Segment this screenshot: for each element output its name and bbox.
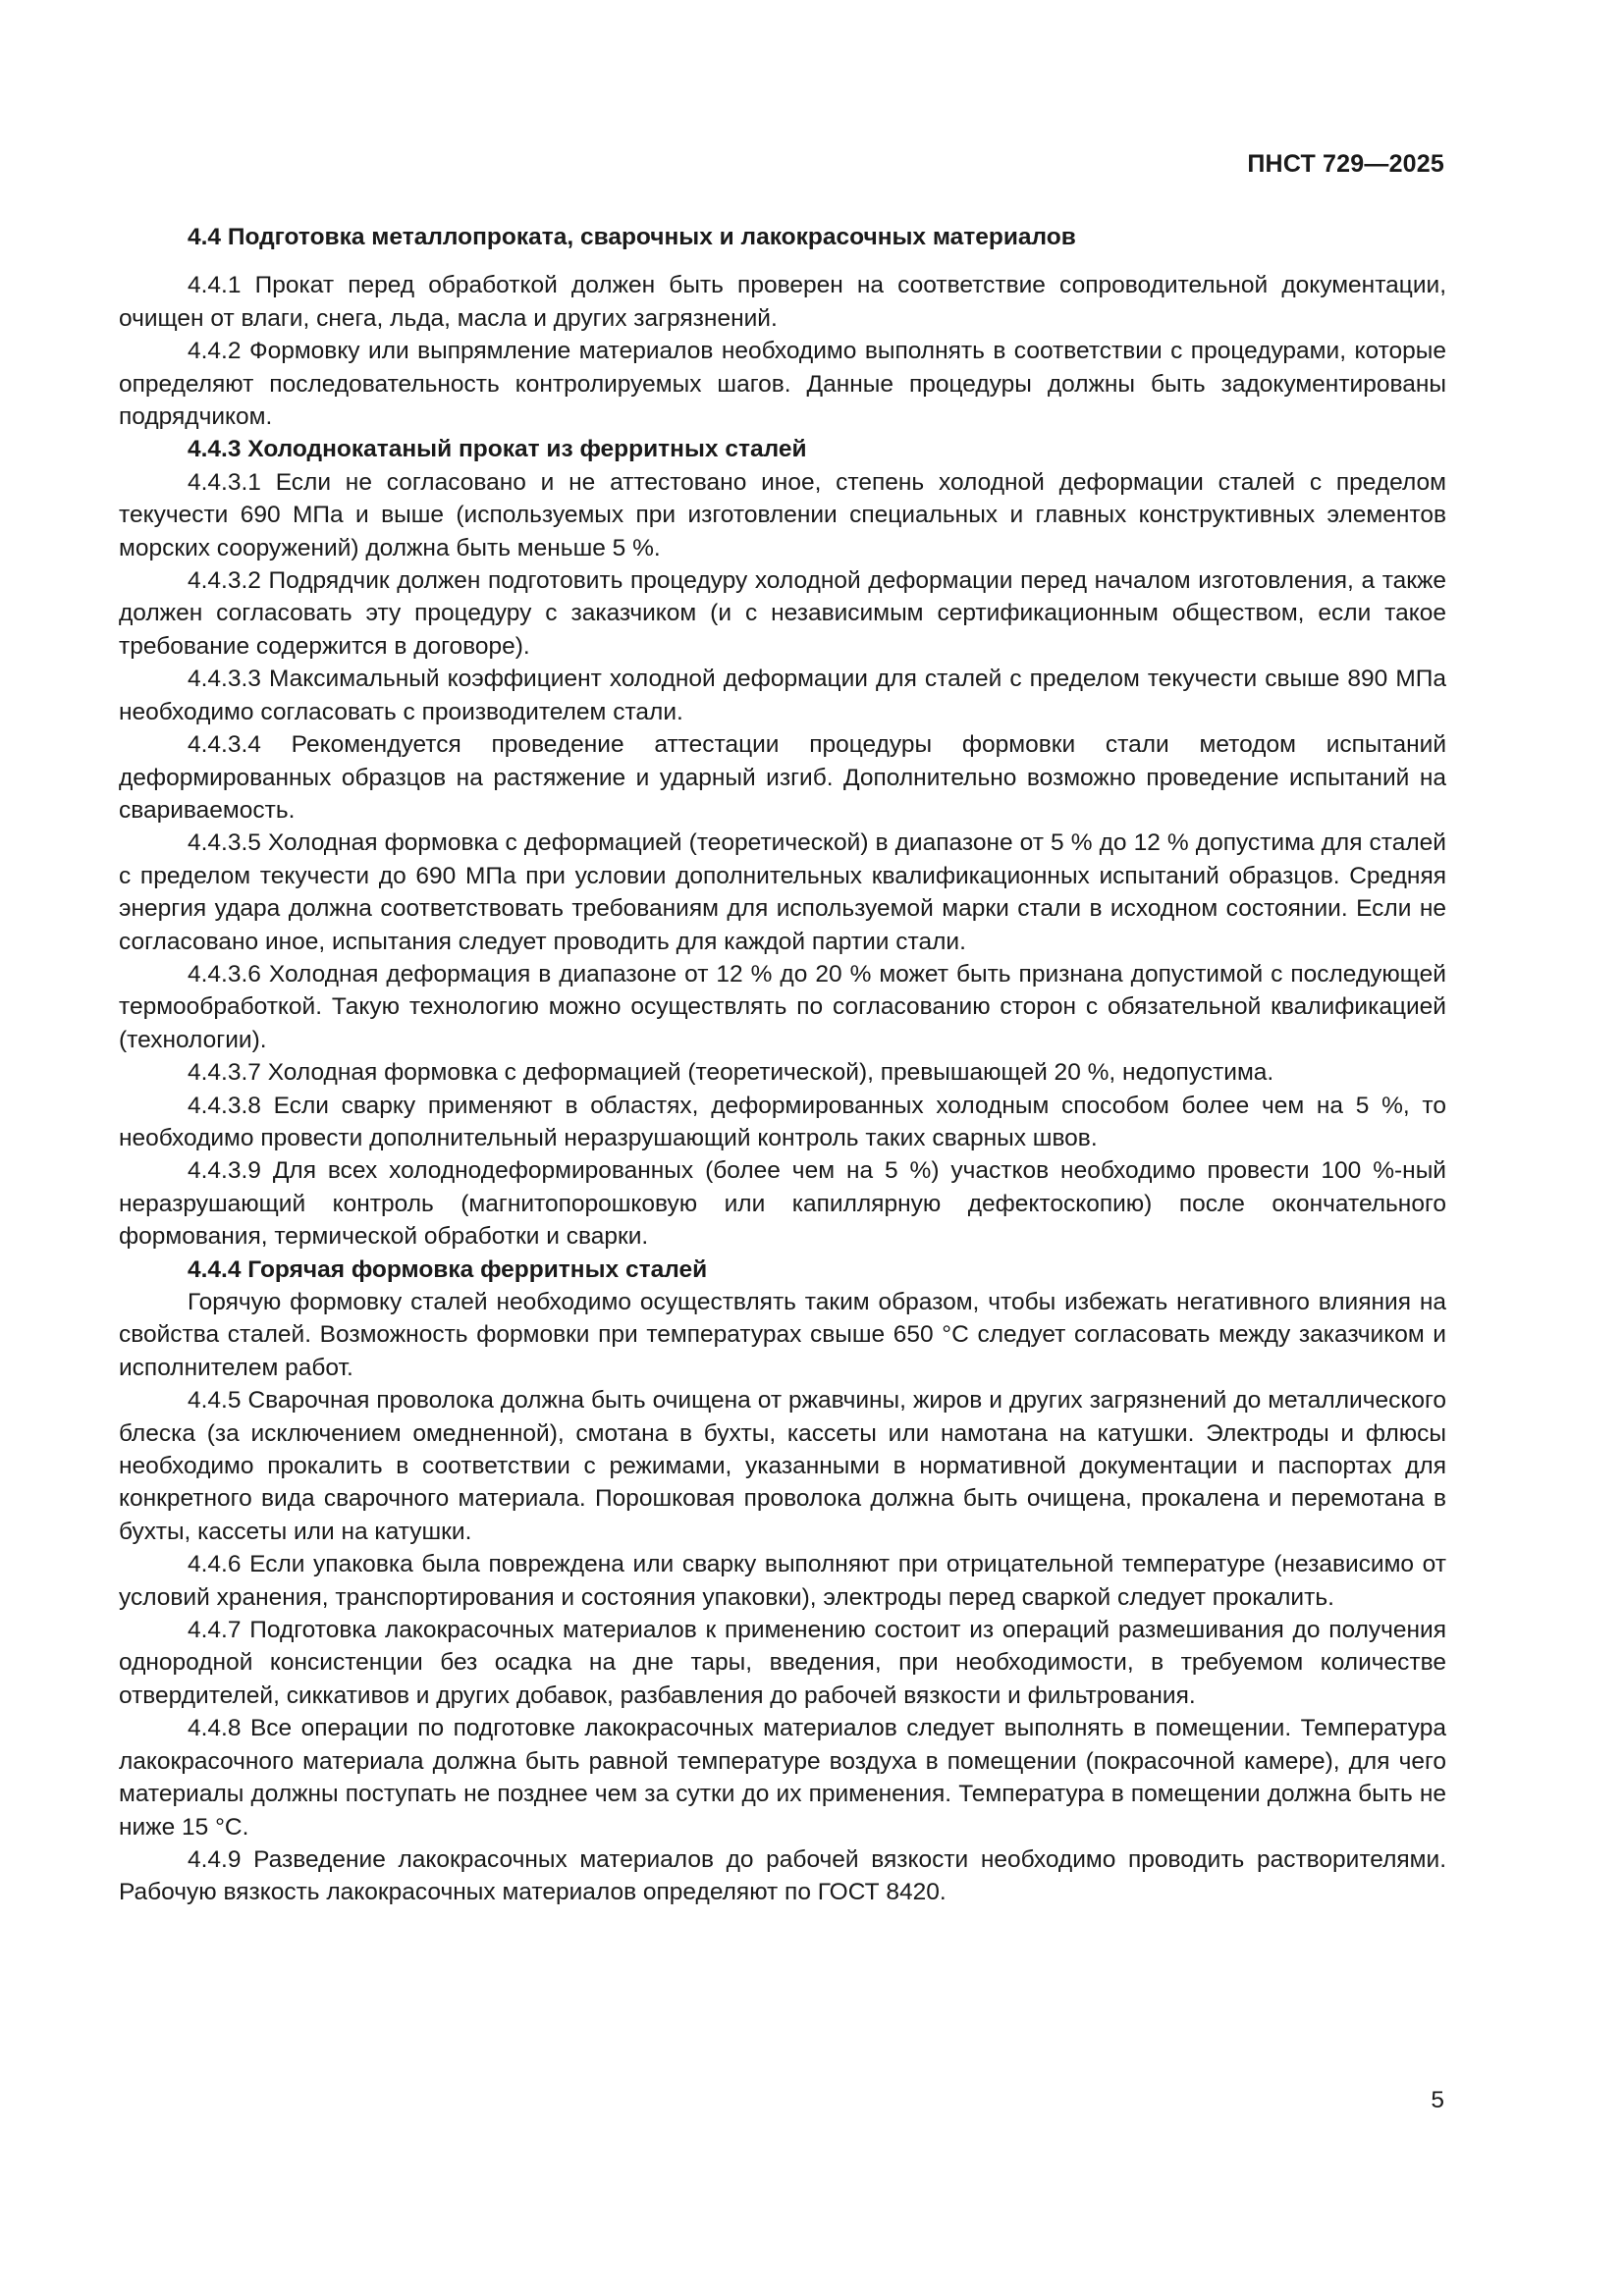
paragraph-4-4-3-9: 4.4.3.9 Для всех холоднодеформированных (более чем на 5 %) участков необходимо провести 100 %-ный неразрушающий контроль (магнитопорошковую или капиллярную дефектоскопию) после окончательного формования, термической обработки и сварки. — [119, 1157, 1446, 1251]
paragraph-4-4-3-4: 4.4.3.4 Рекомендуется проведение аттестации процедуры формовки стали методом испытаний деформированных образцов на растяжение и ударный изгиб. Дополнительно возможно проведение испытаний на свариваемость. — [119, 731, 1446, 824]
paragraph-4-4-5: 4.4.5 Сварочная проволока должна быть очищена от ржавчины, жиров и других загрязнений до металлического блеска (за исключением омедненной), смотана в бухты, кассеты или намотана на катушки. Электроды и флюсы необходимо прокалить в соответствии с режимами, указанными в нормативной документации и паспортах для конкретного вида сварочного материала. Порошковая проволока должна быть очищена, прокалена и перемотана в бухты, кассеты или на катушки. — [119, 1387, 1446, 1545]
subsection-heading-4-4-4: 4.4.4 Горячая формовка ферритных сталей — [188, 1255, 708, 1283]
paragraph-4-4-2: 4.4.2 Формовку или выпрямление материалов необходимо выполнять в соответствии с процедурами, которые определяют последовательность контролируемых шагов. Данные процедуры должны быть задокументированы подрядчиком. — [119, 338, 1446, 431]
paragraph-4-4-3-7: 4.4.3.7 Холодная формовка с деформацией (теоретической), превышающей 20 %, недопустима. — [188, 1059, 1274, 1087]
paragraph-4-4-1: 4.4.1 Прокат перед обработкой должен быть проверен на соответствие сопроводительной документации, очищен от влаги, снега, льда, масла и других загрязнений. — [119, 272, 1446, 332]
paragraph-4-4-7: 4.4.7 Подготовка лакокрасочных материалов к применению состоит из операций размешивания до получения однородной консистенции без осадка на дне тары, введения, при необходимости, в требуемом количестве отвердителей, сиккативов и других добавок, разбавления до рабочей вязкости и фильтрования. — [119, 1617, 1446, 1709]
subsection-heading-4-4-3: 4.4.3 Холоднокатаный прокат из ферритных сталей — [188, 436, 807, 463]
page-body — [119, 221, 1446, 1909]
paragraph-4-4-3-6: 4.4.3.6 Холодная деформация в диапазоне от 12 % до 20 % может быть признана допустимой с последующей термообработкой. Такую технологию можно осуществлять по согласованию сторон с обязательной квалификацией (технологии). — [119, 960, 1446, 1053]
paragraph-4-4-6: 4.4.6 Если упаковка была повреждена или сварку выполняют при отрицательной температуре (независимо от условий хранения, транспортирования и состояния упаковки), электроды перед сваркой следует прокалить. — [119, 1551, 1446, 1611]
section-heading-4-4: 4.4 Подготовка металлопроката, сварочных и лакокрасочных материалов — [188, 224, 1076, 250]
paragraph-4-4-3-5: 4.4.3.5 Холодная формовка с деформацией (теоретической) в диапазоне от 5 % до 12 % допустима для сталей с пределом текучести до 690 МПа при условии дополнительных квалификационных испытаний образцов. Средняя энергия удара должна соответствовать требованиям для используемой марки стали в исходном состоянии. Если не согласовано иное, испытания следует проводить для каждой партии стали. — [119, 829, 1446, 955]
paragraph-4-4-9: 4.4.9 Разведение лакокрасочных материалов до рабочей вязкости необходимо проводить растворителями. Рабочую вязкость лакокрасочных материалов определяют по ГОСТ 8420. — [119, 1845, 1446, 1906]
paragraph-4-4-4: Горячую формовку сталей необходимо осуществлять таким образом, чтобы избежать негативного влияния на свойства сталей. Возможность формовки при температурах свыше 650 °С следует согласовать между заказчиком и исполнителем работ. — [119, 1289, 1446, 1381]
paragraph-4-4-3-8: 4.4.3.8 Если сварку применяют в областях, деформированных холодным способом более чем на 5 %, то необходимо провести дополнительный неразрушающий контроль таких сварных швов. — [119, 1092, 1446, 1151]
paragraph-4-4-3-2: 4.4.3.2 Подрядчик должен подготовить процедуру холодной деформации перед началом изготовления, а также должен согласовать эту процедуру с заказчиком (и с независимым сертификационным обществом, если такое требование содержится в договоре). — [119, 567, 1446, 660]
document-code: ПНСТ 729—2025 — [1247, 150, 1444, 178]
paragraph-4-4-3-3: 4.4.3.3 Максимальный коэффициент холодной деформации для сталей с пределом текучести свыше 890 МПа необходимо согласовать с производителем стали. — [119, 666, 1446, 725]
paragraph-4-4-3-1: 4.4.3.1 Если не согласовано и не аттестовано иное, степень холодной деформации сталей с пределом текучести 690 МПа и выше (используемых при изготовлении специальных и главных конструктивных элементов морских сооружений) должна быть меньше 5 %. — [119, 468, 1446, 561]
paragraph-4-4-8: 4.4.8 Все операции по подготовке лакокрасочных материалов следует выполнять в помещении. Температура лакокрасочного материала должна быть равной температуре воздуха в помещении (покрасочной камере), для чего материалы должны поступать не позднее чем за сутки до их применения. Температура в помещении должна быть не ниже 15 °С. — [119, 1715, 1446, 1841]
page-number: 5 — [1431, 2087, 1444, 2113]
